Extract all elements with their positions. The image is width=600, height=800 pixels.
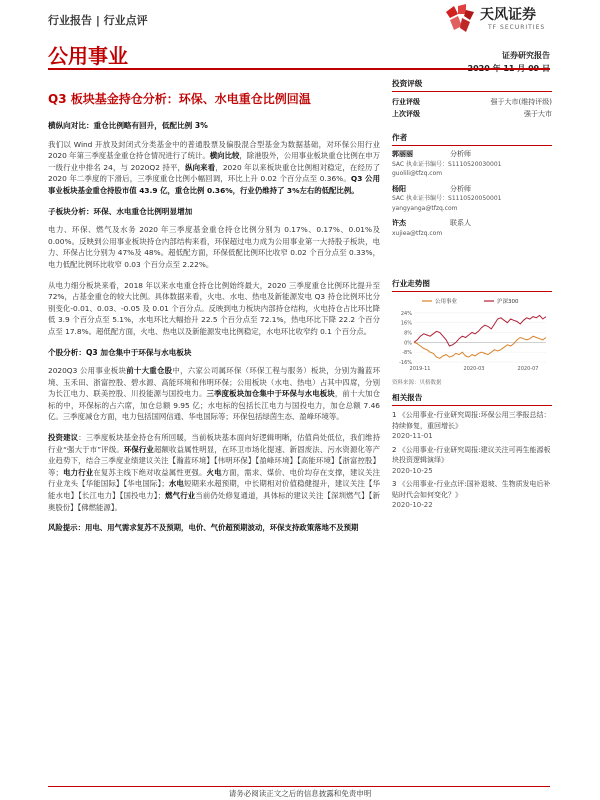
author-cert: SAC 执业证书编号：S1110520050001 [392, 195, 502, 202]
emph: 电力行业 [62, 467, 94, 477]
chart-source: 资料来源：贝格数据 [392, 380, 442, 386]
legend-label: 公用事业 [435, 299, 458, 305]
emph: 三季度板块加仓集中于环保与水电板块 [206, 389, 335, 399]
rating-label: 行业评级 [392, 98, 420, 106]
emph: 水电 [168, 479, 184, 489]
text: 短期来水超预期，中长期相对价值稳健提升，建议关注【华能水电】【长江电力】【国投电力】； [48, 479, 380, 501]
risk-label: 风险提示 [48, 523, 78, 533]
y-tick-label: 8% [404, 330, 412, 337]
emph: 纵向来看 [185, 162, 216, 172]
emph: 前十大重仓股 [126, 366, 173, 376]
logo-text-cn: 天风证券 [480, 7, 536, 23]
text: ，前十大加仓标的中，环保标的占六席，加仓总额 9.95 亿；水电标的包括长江电力与国投电力，加仓总额 7.46 亿。三季度减仓方面，电力包括国网信通、华电国际等；环保包括绿茵生态、盈峰环境等。 [48, 389, 380, 422]
author-3 [392, 219, 552, 238]
series-line-csi300 [414, 315, 546, 346]
author-role: 分析师 [450, 184, 471, 193]
y-tick-label: -8% [402, 350, 412, 357]
y-tick-label: -16% [399, 360, 412, 366]
rating-heading: 投资评级 [392, 78, 552, 92]
y-tick-label: 24% [400, 310, 412, 317]
rating-row [392, 96, 552, 108]
related-report-title[interactable]: 2 《公用事业-行业研究周报:建议关注可再生能源板块投资逻辑演绎》 [392, 445, 551, 464]
related-report-item[interactable] [392, 445, 552, 477]
report-category: 行业报告 | 行业点评 [48, 14, 148, 27]
text: ，除港股外，公用事业板块重仓比例在申万一级行业中排名 24，与 2020Q2 持平， [48, 151, 380, 172]
series-line-utilities [414, 336, 546, 358]
text: ：三季度板块基金持仓有所回暖，当前板块基本面向好逻辑明晰，估值尚处低位，我们维持行业“强大于市”评级。 [48, 433, 380, 454]
emph: 横向比较 [209, 151, 240, 161]
author-role: 联系人 [450, 219, 471, 227]
prev-rating-row [392, 108, 552, 120]
authors-heading: 作者 [392, 132, 552, 146]
investment-advice-paragraph [48, 432, 380, 513]
author-cert: SAC 执业证书编号：S1110520030001 [392, 160, 502, 168]
emph: 燃气行业 [164, 491, 196, 501]
trend-heading: 行业走势图 [392, 278, 552, 292]
author-name: 杨阳 [392, 184, 406, 193]
advice-label: 投资建议 [48, 433, 79, 443]
emph: 火电 [206, 467, 222, 477]
rating-panel [392, 78, 552, 120]
authors-panel [392, 132, 552, 244]
section-2-paragraph-2: 从电力细分板块来看，2018 年以来水电重仓持仓比例始终最大，2020 三季度重仓比例环比提升至 72%，占基金重仓的较大比例。具体数据来看，火电、水电、热电及新能源发电 Q3 持仓比例环比分别变化-0.01、0.03、-0.05 及 0.01 个百分点。反映到电力板块内部持仓结构，火电持仓占比环比降低 3.9 个百分点至 5.1%，水电环比大幅抬升 22.5 个百分点至 72.1%，热电环比下降 22.2 个百分点至 17.8%。超低配方面，火电、热电以及新能源发电比例稳定，水电环比收窄约 0.1 个百分点。 [48, 280, 380, 336]
y-tick-label: 0% [404, 340, 412, 347]
x-tick-label: 2020-03 [463, 366, 485, 372]
trend-panel [392, 278, 552, 386]
risk-warning [48, 522, 380, 534]
y-tick-label: 16% [400, 320, 412, 327]
related-report-title[interactable]: 3 《公用事业-行业点评:国补退坡、生物质发电后补贴时代会如何变化？》 [392, 480, 551, 499]
section-1-paragraph [48, 139, 380, 197]
industry-trend-chart [392, 296, 552, 374]
text: 方面，需求、煤价、电价均存在支撑，建议关注行业龙头【华能国际】【华电国际】； [48, 467, 380, 489]
footer-disclaimer: 请务必阅读正文之后的信息披露和免责申明 [228, 789, 372, 798]
related-report-date: 2020-10-22 [392, 501, 433, 509]
report-type: 证券研究报告 [502, 51, 550, 60]
related-report-date: 2020-10-25 [392, 466, 433, 475]
section-heading-3: 个股分析：Q3 加仓集中于环保与水电板块 [48, 347, 192, 357]
risk-text: ：用电、用气需求复苏不及预期，电价、气价超预期波动，环保支持政策落地不及预期 [77, 523, 359, 533]
section-2-paragraph-1: 电力、环保、燃气及水务 2020 年三季度基金重仓持仓比例分别为 0.17%、0.17%、0.01%及 0.00%。反映到公用事业板块持仓内部结构来看，环保超过电力成为公用事业第一大持股子板块，电力、环保占比分别为 47%及 48%。超低配方面，环保低配比例环比收窄 0.02 个百分点至 0.33%，电力低配比例环比收窄 0.03 个百分点至 2.22%。 [48, 225, 380, 269]
logo-mark-icon [440, 2, 480, 36]
author-name: 许杰 [392, 219, 406, 227]
text: 我们以 Wind 开放及封闭式分类基金中的普通股票及偏股混合型基金为数据基础，对环保公用行业 2020 年第三季度基金重仓持仓情况进行了统计。 [48, 139, 380, 161]
section-heading-2: 子板块分析：环保、水电重仓比例明显增加 [48, 206, 193, 216]
header-divider [48, 68, 550, 70]
x-tick-label: 2020-07 [517, 366, 539, 372]
related-report-item[interactable] [392, 410, 552, 442]
text: 当前仍处修复通道，具体标的建议关注【深圳燃气】【新奥股份】【佛燃能源】。 [48, 491, 380, 512]
report-title: Q3 板块基金持仓分析：环保、水电重仓比例回温 [48, 92, 311, 106]
section-3-paragraph [48, 365, 380, 423]
related-report-title[interactable]: 1 《公用事业-行业研究周报:环保公用三季报总结：持续修复，重回增长》 [392, 411, 551, 430]
x-tick-label: 2019-11 [409, 366, 431, 372]
related-report-item[interactable] [392, 479, 552, 511]
emph: 环保行业 [123, 444, 154, 454]
author-name: 郭丽丽 [392, 150, 413, 158]
industry-title: 公用事业 [48, 44, 128, 68]
related-reports-list [392, 410, 552, 511]
footer-divider [48, 786, 550, 787]
logo-text-en: TF SECURITIES [488, 24, 546, 31]
main-content [48, 120, 380, 543]
prev-rating-value: 强于大市 [524, 110, 552, 118]
tf-securities-logo [440, 2, 590, 38]
author-email[interactable]: yangyanga@tfzq.com [392, 204, 458, 212]
text: 中，六家公司属环保（环保工程与服务）板块，分别为瀚蓝环境、玉禾田、浙富控股、碧水源、高能环境和伟明环保；公用板块（水电、热电）占其中四席，分别为长江电力、联美控股、川投能源与国投电力。 [48, 366, 380, 399]
legend-label: 沪深300 [497, 299, 519, 305]
section-heading-1: 横纵向对比：重仓比例略有回升，低配比例 3% [48, 121, 208, 130]
author-1 [392, 150, 552, 179]
text: 在复苏主线下绝对收益属性更强。 [93, 467, 207, 477]
author-2 [392, 185, 552, 214]
related-heading: 相关报告 [392, 392, 552, 406]
rating-value: 强于大市(维持评级) [490, 98, 552, 106]
text: ，2020 年以来板块重仓比例相对稳定，在经历了 2020 年二季度的下滑后，三季度重仓比例小幅回调，环比上升 0.02 个百分点至 0.36%。 [48, 162, 380, 184]
author-email[interactable]: xujiea@tfzq.com [392, 229, 443, 237]
prev-rating-label: 上次评级 [392, 110, 420, 118]
text: 2020Q3 公用事业板块 [48, 366, 127, 376]
emph: Q3 公用事业板块基金重仓持股市值 43.9 亿，重仓比例 0.36%，行业仍维持了 3%左右的低配比例。 [48, 174, 380, 195]
related-panel [392, 392, 552, 514]
text: 超额收益属性明显，在环卫市场化提速、新固废法、污水资源化等产业趋势下，结合三季度业绩建议关注【瀚蓝环境】【伟明环保】【盈峰环境】【高能环境】【浙富控股】等； [48, 444, 380, 477]
related-report-date: 2020-11-01 [392, 432, 433, 440]
author-role: 分析师 [450, 150, 471, 158]
author-email[interactable]: guolili@tfzq.com [392, 170, 443, 177]
